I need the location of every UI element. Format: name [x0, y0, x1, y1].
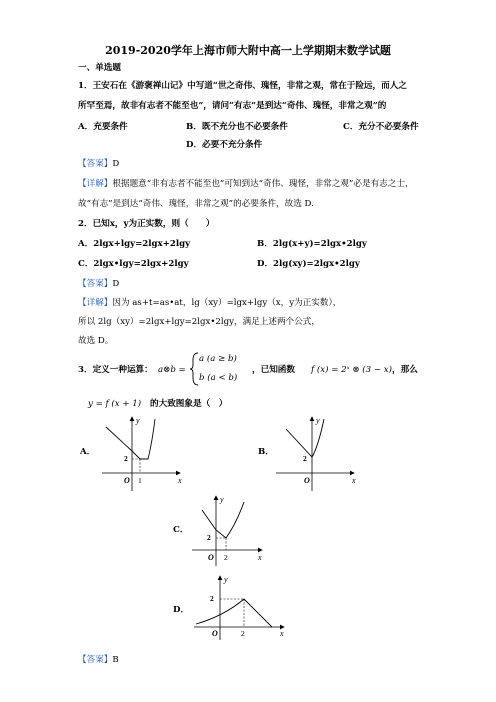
origin-label: O: [212, 629, 218, 638]
page-title: 2019-2020学年上海市师大附中高一上学期期末数学试题: [105, 44, 391, 57]
answer-tag: 【答案】: [78, 655, 113, 665]
graph-c: [188, 492, 268, 568]
q1-detail-line2: 故“有志”是到达“奇伟、瑰怪，非常之观”的必要条件，故选 D.: [78, 199, 314, 209]
q2-detail-line3: 故选 D。: [78, 336, 114, 346]
tick-label-y: 2: [207, 533, 211, 542]
q1-line1: 1．王安石在《游褒禅山记》中写道“世之奇伟、瑰怪，非常之观，常在于险远，而人之: [78, 81, 407, 91]
q3-option-c: C．: [173, 525, 189, 535]
graph-a: [98, 413, 188, 493]
q2-option-d: D．2lg(xy)=2lgx•2lgy: [257, 259, 360, 269]
tick-label-x: 2: [224, 553, 228, 562]
detail-tag: 【详解】: [78, 179, 113, 189]
q2-answer: [78, 278, 119, 290]
q3-stem-c: ，那么: [392, 365, 418, 375]
q1-option-b: B．既不充分也不必要条件: [186, 122, 288, 132]
q3-option-d: D．: [173, 605, 190, 615]
detail-tag: 【详解】: [78, 298, 113, 308]
q3-option-a: A．: [80, 447, 96, 457]
tick-label-x: 1: [138, 476, 142, 485]
axis-label-y: y: [224, 575, 228, 584]
q3-option-b: B．: [258, 447, 274, 457]
q2-stem: 2．已知x，y为正实数，则（ ）: [78, 219, 215, 229]
q2-detail-line2: 所以 2lg（xy）=2lgx+lgy=2lgx•2lgy，满足上述两个公式，: [78, 317, 320, 327]
q3-answer: [78, 654, 119, 666]
q3-line2-text: 的大致图象是（ ）: [150, 399, 228, 409]
q1-answer: [78, 158, 119, 170]
answer-value: D: [112, 279, 120, 289]
origin-label: O: [124, 476, 130, 485]
axis-label-x: x: [352, 476, 356, 485]
axis-label-y: y: [220, 495, 224, 504]
axis-label-x: x: [258, 553, 262, 562]
answer-tag: 【答案】: [78, 159, 113, 169]
q1-detail-line1: [78, 178, 414, 190]
tick-label-x: 2: [241, 629, 245, 638]
axis-label-x: x: [178, 476, 182, 485]
q2-option-a: A．2lgx+lgy=2lgx+2lgy: [78, 239, 191, 249]
tick-label-y: 2: [124, 454, 128, 463]
q2-detail-line1: [78, 297, 341, 309]
q2-option-b: B．2lg(x+y)=2lgx•2lgy: [257, 239, 367, 249]
q3-line2-function: y = f (x + 1): [88, 399, 142, 409]
tick-label-y: 2: [210, 594, 214, 603]
q1-line2: 所罕至焉，故非有志者不能至也”，请问“有志”是到达“奇伟、瑰怪，非常之观”的: [78, 101, 387, 111]
tick-label-y: 2: [303, 454, 307, 463]
answer-tag: 【答案】: [78, 279, 113, 289]
graph-b: [272, 413, 362, 493]
axis-label-y: y: [136, 416, 140, 425]
q1-option-c: C．充分不必要条件: [343, 122, 419, 132]
origin-label: O: [208, 553, 214, 562]
q3-case1: a (a ≥ b): [199, 354, 237, 364]
q2-option-c: C．2lgx•lgy=2lgx+2lgy: [78, 259, 189, 269]
graph-d: [190, 572, 290, 642]
section-heading: 一、单选题: [78, 63, 121, 73]
q3-function: f (x) = 2ˣ ⊗ (3 − x): [311, 365, 392, 375]
graph-curve: [106, 419, 155, 459]
detail-text: 因为 as+t=as•at，lg（xy）=lgx+lgy（x，y为正实数），: [112, 298, 342, 308]
graph-curve: [196, 599, 272, 627]
detail-text: 根据题意“非有志者不能至也”可知到达“奇伟、瑰怪，非常之观”必是有志之士，: [112, 179, 414, 189]
q1-option-d: D．必要不充分条件: [186, 140, 263, 150]
q3-stem-a: 3．定义一种运算：: [78, 365, 153, 375]
origin-label: O: [304, 476, 310, 485]
q3-case2: b (a < b): [199, 373, 238, 383]
q3-operator: a⊗b =: [158, 365, 186, 375]
q3-stem-b: ，已知函数: [252, 365, 295, 375]
axis-label-x: x: [280, 629, 284, 638]
answer-value: B: [112, 655, 119, 665]
q1-option-a: A．充要条件: [78, 122, 128, 132]
axis-label-y: y: [316, 416, 320, 425]
answer-value: D: [112, 159, 120, 169]
